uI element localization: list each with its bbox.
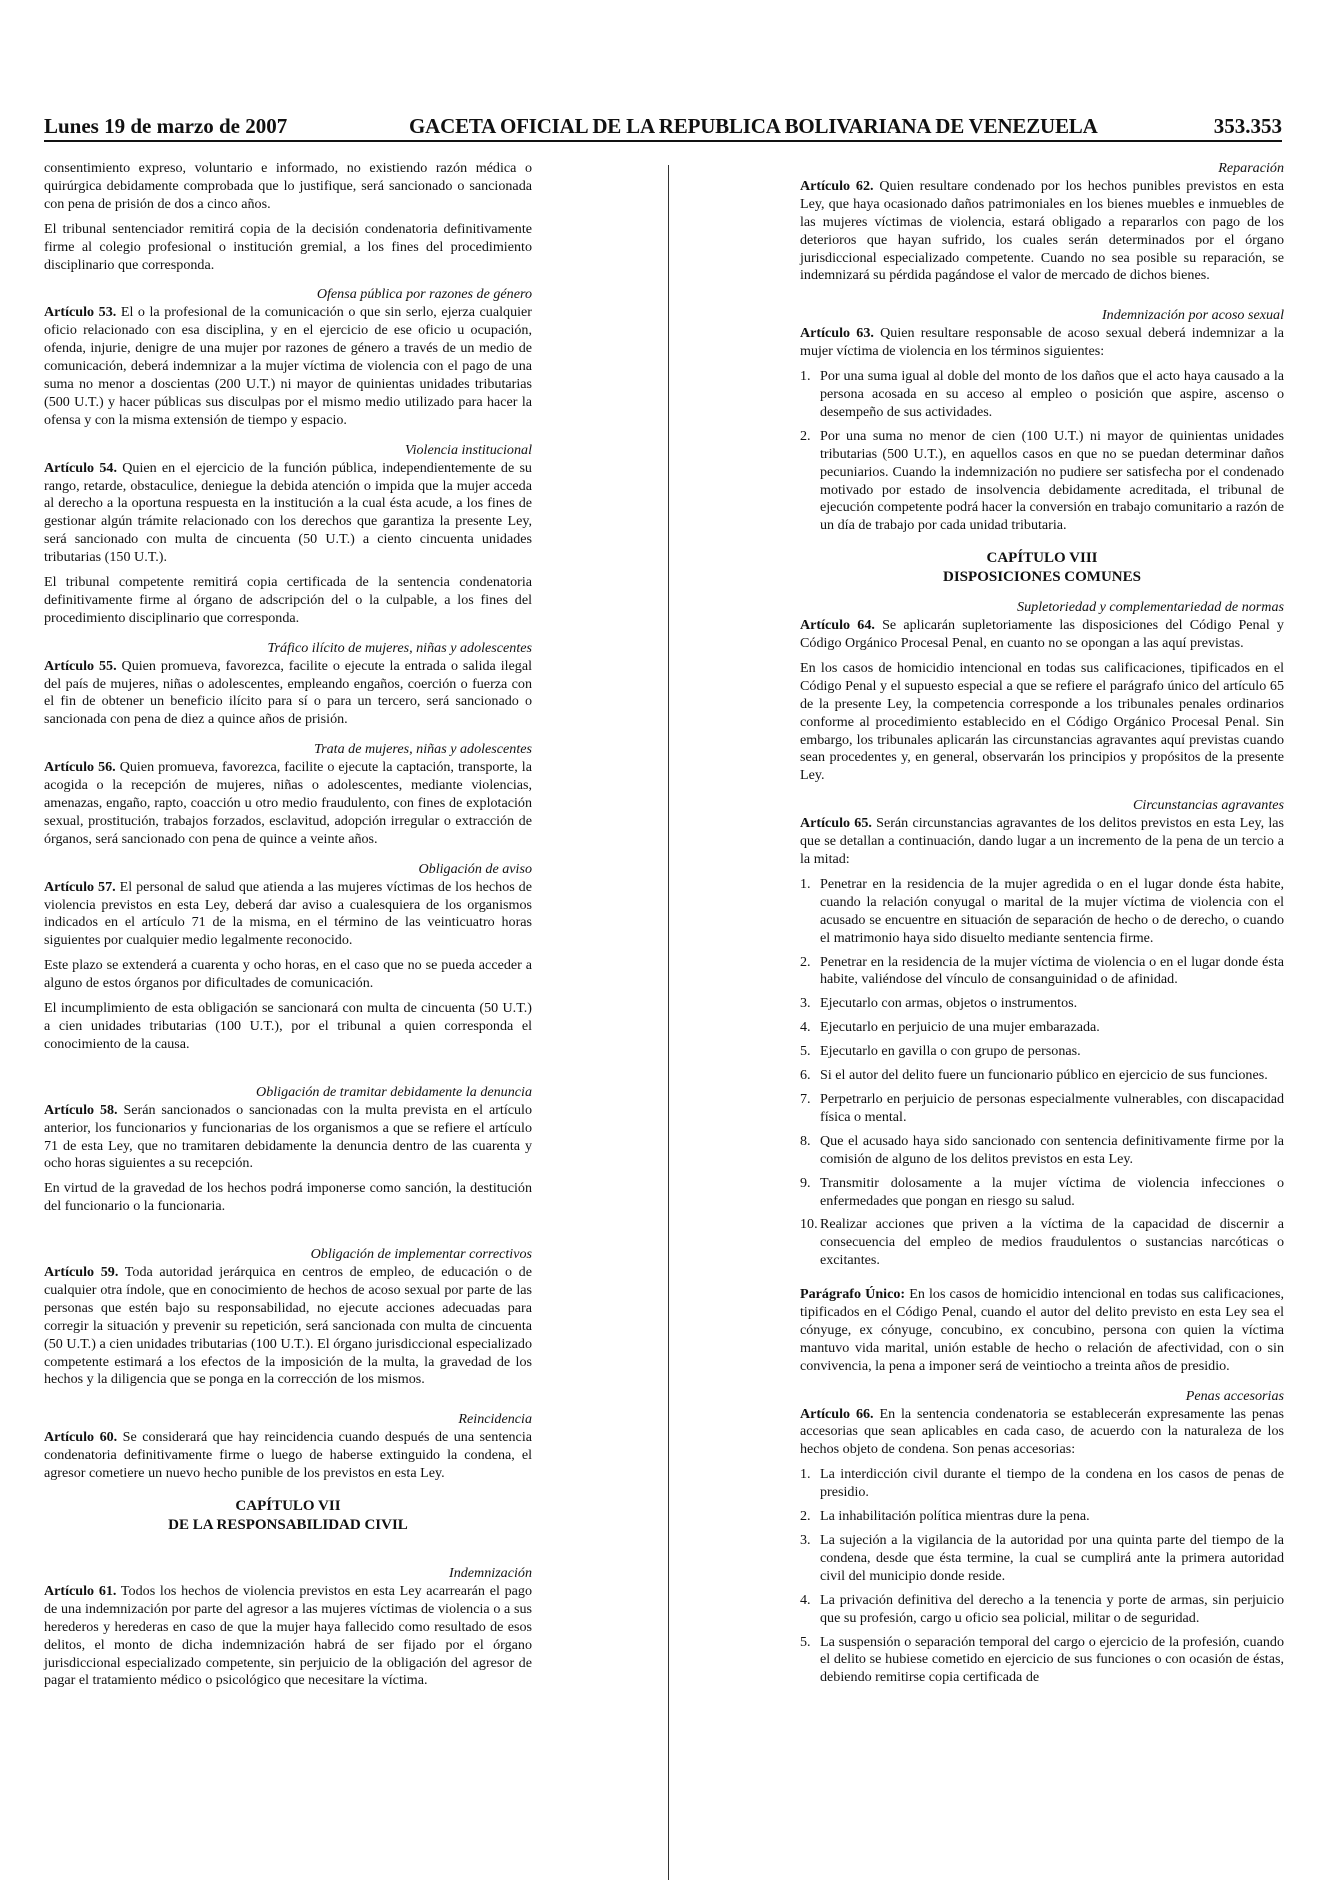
article-text: Quien promueva, favorezca, facilite o ejecute la captación, transporte, la acogida o la recepción de mujeres, niñas o adolescentes, mediante violencias, amenazas, engaño, rapto, coacción u otro medio fraudulento, con fines de explotación sexual, prostitución, trabajos forzados, esclavitud, adopción irregular o extracción de órganos, será sancionado con pena de quince a veinte años. bbox=[44, 759, 532, 847]
article-58 bbox=[44, 1102, 532, 1174]
article-text: El personal de salud que atienda a las mujeres víctimas de los hechos de violencia previstos en esta Ley, deberá dar aviso a cualesquiera de los organismos indicados en el artículo 71 de la misma, en el término de las veinticuatro horas siguientes por cualquier medio legalmente reconocido. bbox=[44, 878, 532, 949]
gazette-title: GACETA OFICIAL DE LA REPUBLICA BOLIVARIANA DE VENEZUELA bbox=[409, 114, 1098, 138]
article-text: En la sentencia condenatoria se establecerán expresamente las penas accesorias que sean aplicables en cada caso, de acuerdo con la naturaleza de los hechos objeto de condena. Son penas accesorias: bbox=[800, 1405, 1284, 1458]
article-53 bbox=[44, 304, 532, 429]
article-label: Artículo 53. bbox=[44, 304, 117, 321]
article-text: Serán circunstancias agravantes de los delitos previstos en esta Ley, las que se detallan a continuación, dando lugar a un incremento de la pena de un tercio a la mitad: bbox=[800, 815, 1284, 867]
right-column bbox=[800, 160, 1284, 1693]
article-56 bbox=[44, 759, 532, 849]
item-text: La suspensión o separación temporal del cargo o ejercicio de la profesión, cuando el delito se hubiese cometido en ejercicio de sus funciones o con ocasión de éstas, debiendo remitirse copia certificada de bbox=[820, 1633, 1284, 1686]
item-text: La inhabilitación política mientras dure la pena. bbox=[820, 1508, 1090, 1525]
article-label: Artículo 58. bbox=[44, 1101, 118, 1118]
article-heading: Indemnización bbox=[449, 1565, 532, 1581]
article-text: Quien resultare responsable de acoso sexual deberá indemnizar a la mujer víctima de violencia en los términos siguientes: bbox=[800, 325, 1284, 360]
article-59 bbox=[44, 1264, 532, 1389]
chapter-title: CAPÍTULO VII bbox=[235, 1498, 341, 1514]
list-item bbox=[800, 995, 1284, 1013]
item-text: Transmitir dolosamente a la mujer víctima de violencia infecciones o enfermedades que pongan en riesgo su salud. bbox=[820, 1174, 1284, 1209]
item-number: 6. bbox=[800, 1067, 811, 1084]
article-66-list bbox=[800, 1466, 1284, 1687]
article-heading: Obligación de aviso bbox=[418, 860, 532, 877]
chapter-title: CAPÍTULO VIII bbox=[986, 550, 1098, 567]
list-item bbox=[800, 428, 1284, 535]
list-item bbox=[800, 1043, 1284, 1061]
item-text: Perpetrarlo en perjuicio de personas especialmente vulnerables, con discapacidad física o mental. bbox=[820, 1090, 1284, 1125]
left-column bbox=[44, 160, 532, 1697]
chapter-8-heading bbox=[800, 549, 1284, 587]
article-label: Artículo 60. bbox=[44, 1429, 118, 1446]
article-heading: Obligación de implementar correctivos bbox=[310, 1246, 532, 1263]
page-header bbox=[44, 112, 1282, 142]
item-number: 10. bbox=[800, 1216, 818, 1233]
item-text: Que el acusado haya sido sancionado con sentencia definitivamente firme por la comisión de alguno de los delitos previstos en esta Ley. bbox=[820, 1132, 1284, 1167]
list-item bbox=[800, 1216, 1284, 1270]
article-text: Se aplicarán supletoriamente las disposiciones del Código Penal y Código Orgánico Procesal Penal, en cuanto no se opongan a las aquí previstas. bbox=[800, 617, 1284, 652]
article-heading: Trata de mujeres, niñas y adolescentes bbox=[314, 741, 532, 758]
article-62 bbox=[800, 178, 1284, 285]
article-63-list bbox=[800, 368, 1284, 535]
paragrafo-unico bbox=[800, 1286, 1284, 1376]
article-heading: Indemnización por acoso sexual bbox=[1101, 307, 1284, 324]
item-number: 8. bbox=[800, 1132, 811, 1149]
chapter-7-heading bbox=[44, 1497, 532, 1535]
article-65 bbox=[800, 815, 1284, 869]
list-item bbox=[800, 876, 1284, 948]
article-text: El o la profesional de la comunicación o que sin serlo, ejerza cualquier oficio relacionado con esa disciplina, y en el ejercicio de ese oficio u ocupación, ofenda, injurie, denigre de una mujer por razones de género a través de un medio de comunicación, deberá indemnizar a la mujer víctima de violencia con el pago de una suma no menor a doscientas (200 U.T.) ni mayor de quinientas unidades tributarias (500 U.T.) y hacer públicas sus disculpas por el mismo medio utilizado para hacer la ofensa y con la misma extensión de tiempo y espacio. bbox=[44, 304, 532, 428]
article-label: Artículo 64. bbox=[800, 617, 875, 634]
list-item bbox=[800, 1019, 1284, 1037]
item-number: 1. bbox=[800, 368, 811, 385]
item-number: 1. bbox=[800, 875, 811, 892]
article-heading: Obligación de tramitar debidamente la denuncia bbox=[256, 1083, 532, 1100]
page-number: 353.353 bbox=[1213, 114, 1282, 138]
item-text: Penetrar en la residencia de la mujer víctima de violencia o en el lugar donde ésta habite, valiéndose del vínculo de consanguinidad o de afinidad. bbox=[820, 953, 1284, 988]
article-label: Artículo 62. bbox=[800, 177, 874, 194]
header-rule bbox=[44, 140, 1282, 142]
article-text: Toda autoridad jerárquica en centros de empleo, de educación o de cualquier otra índole, que en conocimiento de hechos de acoso sexual por parte de las personas que estén bajo su responsabilidad, no ejecute acciones adecuadas para corregir la situación y prevenir su repetición, será sancionada con multa de cincuenta (50 U.T.) a cien unidades tributarias (100 U.T.). El órgano jurisdiccional especializado competente estimará a los efectos de la imposición de la multa, la gravedad de los hechos y la diligencia que se ponga en la corrección de los mismos. bbox=[44, 1264, 532, 1388]
item-text: Penetrar en la residencia de la mujer agredida o en el lugar donde ésta habite, cuando la relación conyugal o marital de la mujer víctima de violencia con el acusado se encuentre en situación de separación de hecho o de derecho, o cuando el matrimonio haya sido disuelto mediante sentencia firme. bbox=[820, 875, 1284, 946]
paragraph: Este plazo se extenderá a cuarenta y ocho horas, en el caso que no se pueda acceder a alguno de estos órganos por dificultades de comunicación. bbox=[44, 957, 532, 992]
item-number: 1. bbox=[800, 1466, 811, 1483]
item-text: Realizar acciones que priven a la víctima de la capacidad de discernir a consecuencia del empleo de medios fraudulentos o sustancias narcóticas o excitantes. bbox=[820, 1216, 1284, 1269]
article-heading: Tráfico ilícito de mujeres, niñas y adolescentes bbox=[267, 639, 532, 656]
item-number: 2. bbox=[800, 1508, 811, 1525]
article-label: Artículo 55. bbox=[44, 657, 117, 674]
column-divider bbox=[668, 165, 669, 1880]
chapter-subtitle: DISPOSICIONES COMUNES bbox=[943, 569, 1141, 586]
article-54 bbox=[44, 460, 532, 567]
article-63 bbox=[800, 325, 1284, 361]
article-text: Se considerará que hay reincidencia cuando después de una sentencia condenatoria definitivamente firme o luego de haberse extinguido la condena, el agresor cometiere un nuevo hecho punible de los previstos en esta Ley. bbox=[44, 1429, 532, 1482]
item-text: La interdicción civil durante el tiempo de la condena en los casos de penas de presidio. bbox=[820, 1466, 1284, 1501]
article-text: Quien resultare condenado por los hechos punibles previstos en esta Ley, que haya ocasionado daños patrimoniales en los bienes muebles e inmuebles de las mujeres víctimas de violencia, estará obligado a repararlos con pago de los deterioros que hayan sufrido, los cuales serán determinados por el órgano jurisdiccional especializado competente. Cuando no sea posible su reparación, se indemnizará su pérdida pagándose el valor de mercado de dichos bienes. bbox=[800, 177, 1284, 284]
article-65-list bbox=[800, 876, 1284, 1270]
paragraph-text: En los casos de homicidio intencional en todas sus calificaciones, tipificados en el Código Penal, cuando el autor del delito previsto en esta Ley sea el cónyuge, ex cónyuge, concubino, ex concubino, persona con quien la víctima mantuvo vida marital, unión estable de hecho o relación de afectividad, con o sin convivencia, la pena a imponer será de veintiocho a treinta años de presidio. bbox=[800, 1286, 1284, 1374]
item-number: 3. bbox=[800, 1532, 811, 1548]
list-item bbox=[800, 368, 1284, 422]
list-item bbox=[800, 1592, 1284, 1628]
chapter-subtitle: DE LA RESPONSABILIDAD CIVIL bbox=[168, 1517, 408, 1533]
article-heading: Supletoriedad y complementariedad de normas bbox=[1017, 599, 1284, 616]
item-number: 4. bbox=[800, 1019, 811, 1036]
article-heading: Penas accesorias bbox=[1185, 1387, 1284, 1404]
item-text: Ejecutarlo en perjuicio de una mujer embarazada. bbox=[820, 1019, 1100, 1036]
list-item bbox=[800, 1466, 1284, 1502]
list-item bbox=[800, 1133, 1284, 1169]
article-label: Artículo 59. bbox=[44, 1264, 119, 1281]
paragraph: En los casos de homicidio intencional en todas sus calificaciones, tipificados en el Código Penal y el supuesto especial a que se refiere el parágrafo único del artículo 65 de la presente Ley, la competencia corresponde a los tribunales penales ordinarios conforme al procedimiento establecido en el Código Orgánico Procesal Penal. Sin embargo, los tribunales aplicarán las circunstancias agravantes aquí previstas cuando sean procedentes y, en general, observarán los principios y propósitos de la presente Ley. bbox=[800, 659, 1284, 784]
article-label: Artículo 56. bbox=[44, 759, 116, 776]
item-text: Por una suma igual al doble del monto de los daños que el acto haya causado a la persona acosada en su acceso al empleo o posición que aspire, ascenso o desempeño de sus actividades. bbox=[820, 368, 1284, 420]
list-item bbox=[800, 1175, 1284, 1211]
article-55 bbox=[44, 658, 532, 730]
item-number: 2. bbox=[800, 953, 811, 970]
item-number: 4. bbox=[800, 1591, 811, 1608]
item-text: Si el autor del delito fuere un funcionario público en ejercicio de sus funciones. bbox=[820, 1067, 1268, 1084]
article-60 bbox=[44, 1429, 532, 1483]
article-heading: Violencia institucional bbox=[405, 441, 532, 458]
item-text: Por una suma no menor de cien (100 U.T.) ni mayor de quinientas unidades tributarias (500 U.T.), en aquellos casos en que no se puedan determinar daños pecuniarios. Cuando la indemnización no pudiere ser satisfecha por el condenado motivado por estado de insolvencia debidamente acreditada, el tribunal de ejecución competente podrá hacer la conversión en trabajo comunitario a razón de un día de trabajo por cada unidad tributaria. bbox=[820, 427, 1284, 534]
paragraph: En virtud de la gravedad de los hechos podrá imponerse como sanción, la destitución del funcionario o la funcionaria. bbox=[44, 1180, 532, 1215]
article-text: Quien en el ejercicio de la función pública, independientemente de su rango, retarde, obstaculice, deniegue la debida atención o impida que la mujer acceda al derecho a la oportuna respuesta en la institución a la cual ésta acude, a los fines de gestionar algún trámite relacionado con los derechos que garantiza la presente Ley, será sancionado con multa de cincuenta (50 U.T.) a ciento cincuenta unidades tributarias (150 U.T.). bbox=[44, 459, 532, 566]
list-item bbox=[800, 1091, 1284, 1127]
article-label: Artículo 66. bbox=[800, 1405, 874, 1422]
list-item bbox=[800, 1508, 1284, 1526]
article-label: Artículo 61. bbox=[44, 1582, 117, 1599]
article-66 bbox=[800, 1406, 1284, 1460]
list-item bbox=[800, 954, 1284, 990]
article-heading: Circunstancias agravantes bbox=[1133, 797, 1284, 814]
article-label: Artículo 65. bbox=[800, 815, 872, 832]
item-number: 5. bbox=[800, 1633, 811, 1650]
list-item bbox=[800, 1532, 1284, 1586]
item-number: 2. bbox=[800, 427, 811, 444]
paragraph: El tribunal sentenciador remitirá copia de la decisión condenatoria definitivamente firme al colegio profesional o institución gremial, a los fines del procedimiento disciplinario que corresponda. bbox=[44, 220, 532, 273]
article-text: Serán sancionados o sancionadas con la multa prevista en el artículo anterior, los funcionarios y funcionarias de los organismos a que se refiere el artículo 71 de esta Ley, que no tramitaren debidamente la denuncia dentro de las cuarenta y ocho horas siguientes a su recepción. bbox=[44, 1101, 532, 1172]
article-64 bbox=[800, 617, 1284, 653]
article-text: Todos los hechos de violencia previstos en esta Ley acarrearán el pago de una indemnización por parte del agresor a las mujeres víctimas de violencia o a sus herederos y herederas en caso de que la mujer haya fallecido como resultado de esos delitos, el monto de dicha indemnización habrá de ser fijado por el órgano jurisdiccional especializado competente, sin perjuicio de la obligación del agresor de pagar el tratamiento médico o psicológico que necesitare la víctima. bbox=[44, 1582, 532, 1689]
item-text: Ejecutarlo en gavilla o con grupo de personas. bbox=[820, 1043, 1081, 1060]
paragraph: El incumplimiento de esta obligación se sancionará con multa de cincuenta (50 U.T.) a cien unidades tributarias (100 U.T.), por el tribunal a quien corresponda el conocimiento de la causa. bbox=[44, 1000, 532, 1052]
item-text: Ejecutarlo con armas, objetos o instrumentos. bbox=[820, 995, 1078, 1012]
paragraph-label: Parágrafo Único: bbox=[800, 1286, 906, 1303]
item-number: 3. bbox=[800, 995, 811, 1012]
article-heading: Reparación bbox=[1218, 160, 1284, 176]
article-label: Artículo 63. bbox=[800, 325, 874, 342]
item-text: La sujeción a la vigilancia de la autoridad por una quinta parte del tiempo de la condena, desde que ésta termine, la cual se cumplirá ante la primera autoridad civil del municipio donde reside. bbox=[820, 1532, 1284, 1584]
article-text: Quien promueva, favorezca, facilite o ejecute la entrada o salida ilegal del país de mujeres, niñas o adolescentes, empleando engaños, coerción o fuerza con el fin de obtener un beneficio ilícito para sí o para un tercero, será sancionado o sancionada con pena de diez a quince años de prisión. bbox=[44, 657, 533, 728]
item-text: La privación definitiva del derecho a la tenencia y porte de armas, sin perjuicio que su profesión, cargo u oficio sea policial, militar o de seguridad. bbox=[820, 1591, 1284, 1626]
issue-date: Lunes 19 de marzo de 2007 bbox=[44, 114, 288, 138]
list-item bbox=[800, 1067, 1284, 1085]
paragraph: El tribunal competente remitirá copia certificada de la sentencia condenatoria definitivamente firme al órgano de adscripción del o la culpable, a los fines del procedimiento disciplinario que corresponda. bbox=[44, 574, 532, 626]
item-number: 9. bbox=[800, 1174, 811, 1191]
article-label: Artículo 54. bbox=[44, 459, 117, 476]
list-item bbox=[800, 1634, 1284, 1688]
article-61 bbox=[44, 1583, 532, 1690]
paragraph: consentimiento expreso, voluntario e informado, no existiendo razón médica o quirúrgica debidamente comprobada que lo justifique, será sancionado o sancionada con pena de prisión de dos a cinco años. bbox=[44, 160, 532, 212]
article-label: Artículo 57. bbox=[44, 878, 116, 895]
article-heading: Reincidencia bbox=[458, 1411, 532, 1428]
item-number: 7. bbox=[800, 1090, 811, 1107]
article-57 bbox=[44, 879, 532, 951]
item-number: 5. bbox=[800, 1043, 811, 1060]
article-heading: Ofensa pública por razones de género bbox=[316, 286, 532, 303]
